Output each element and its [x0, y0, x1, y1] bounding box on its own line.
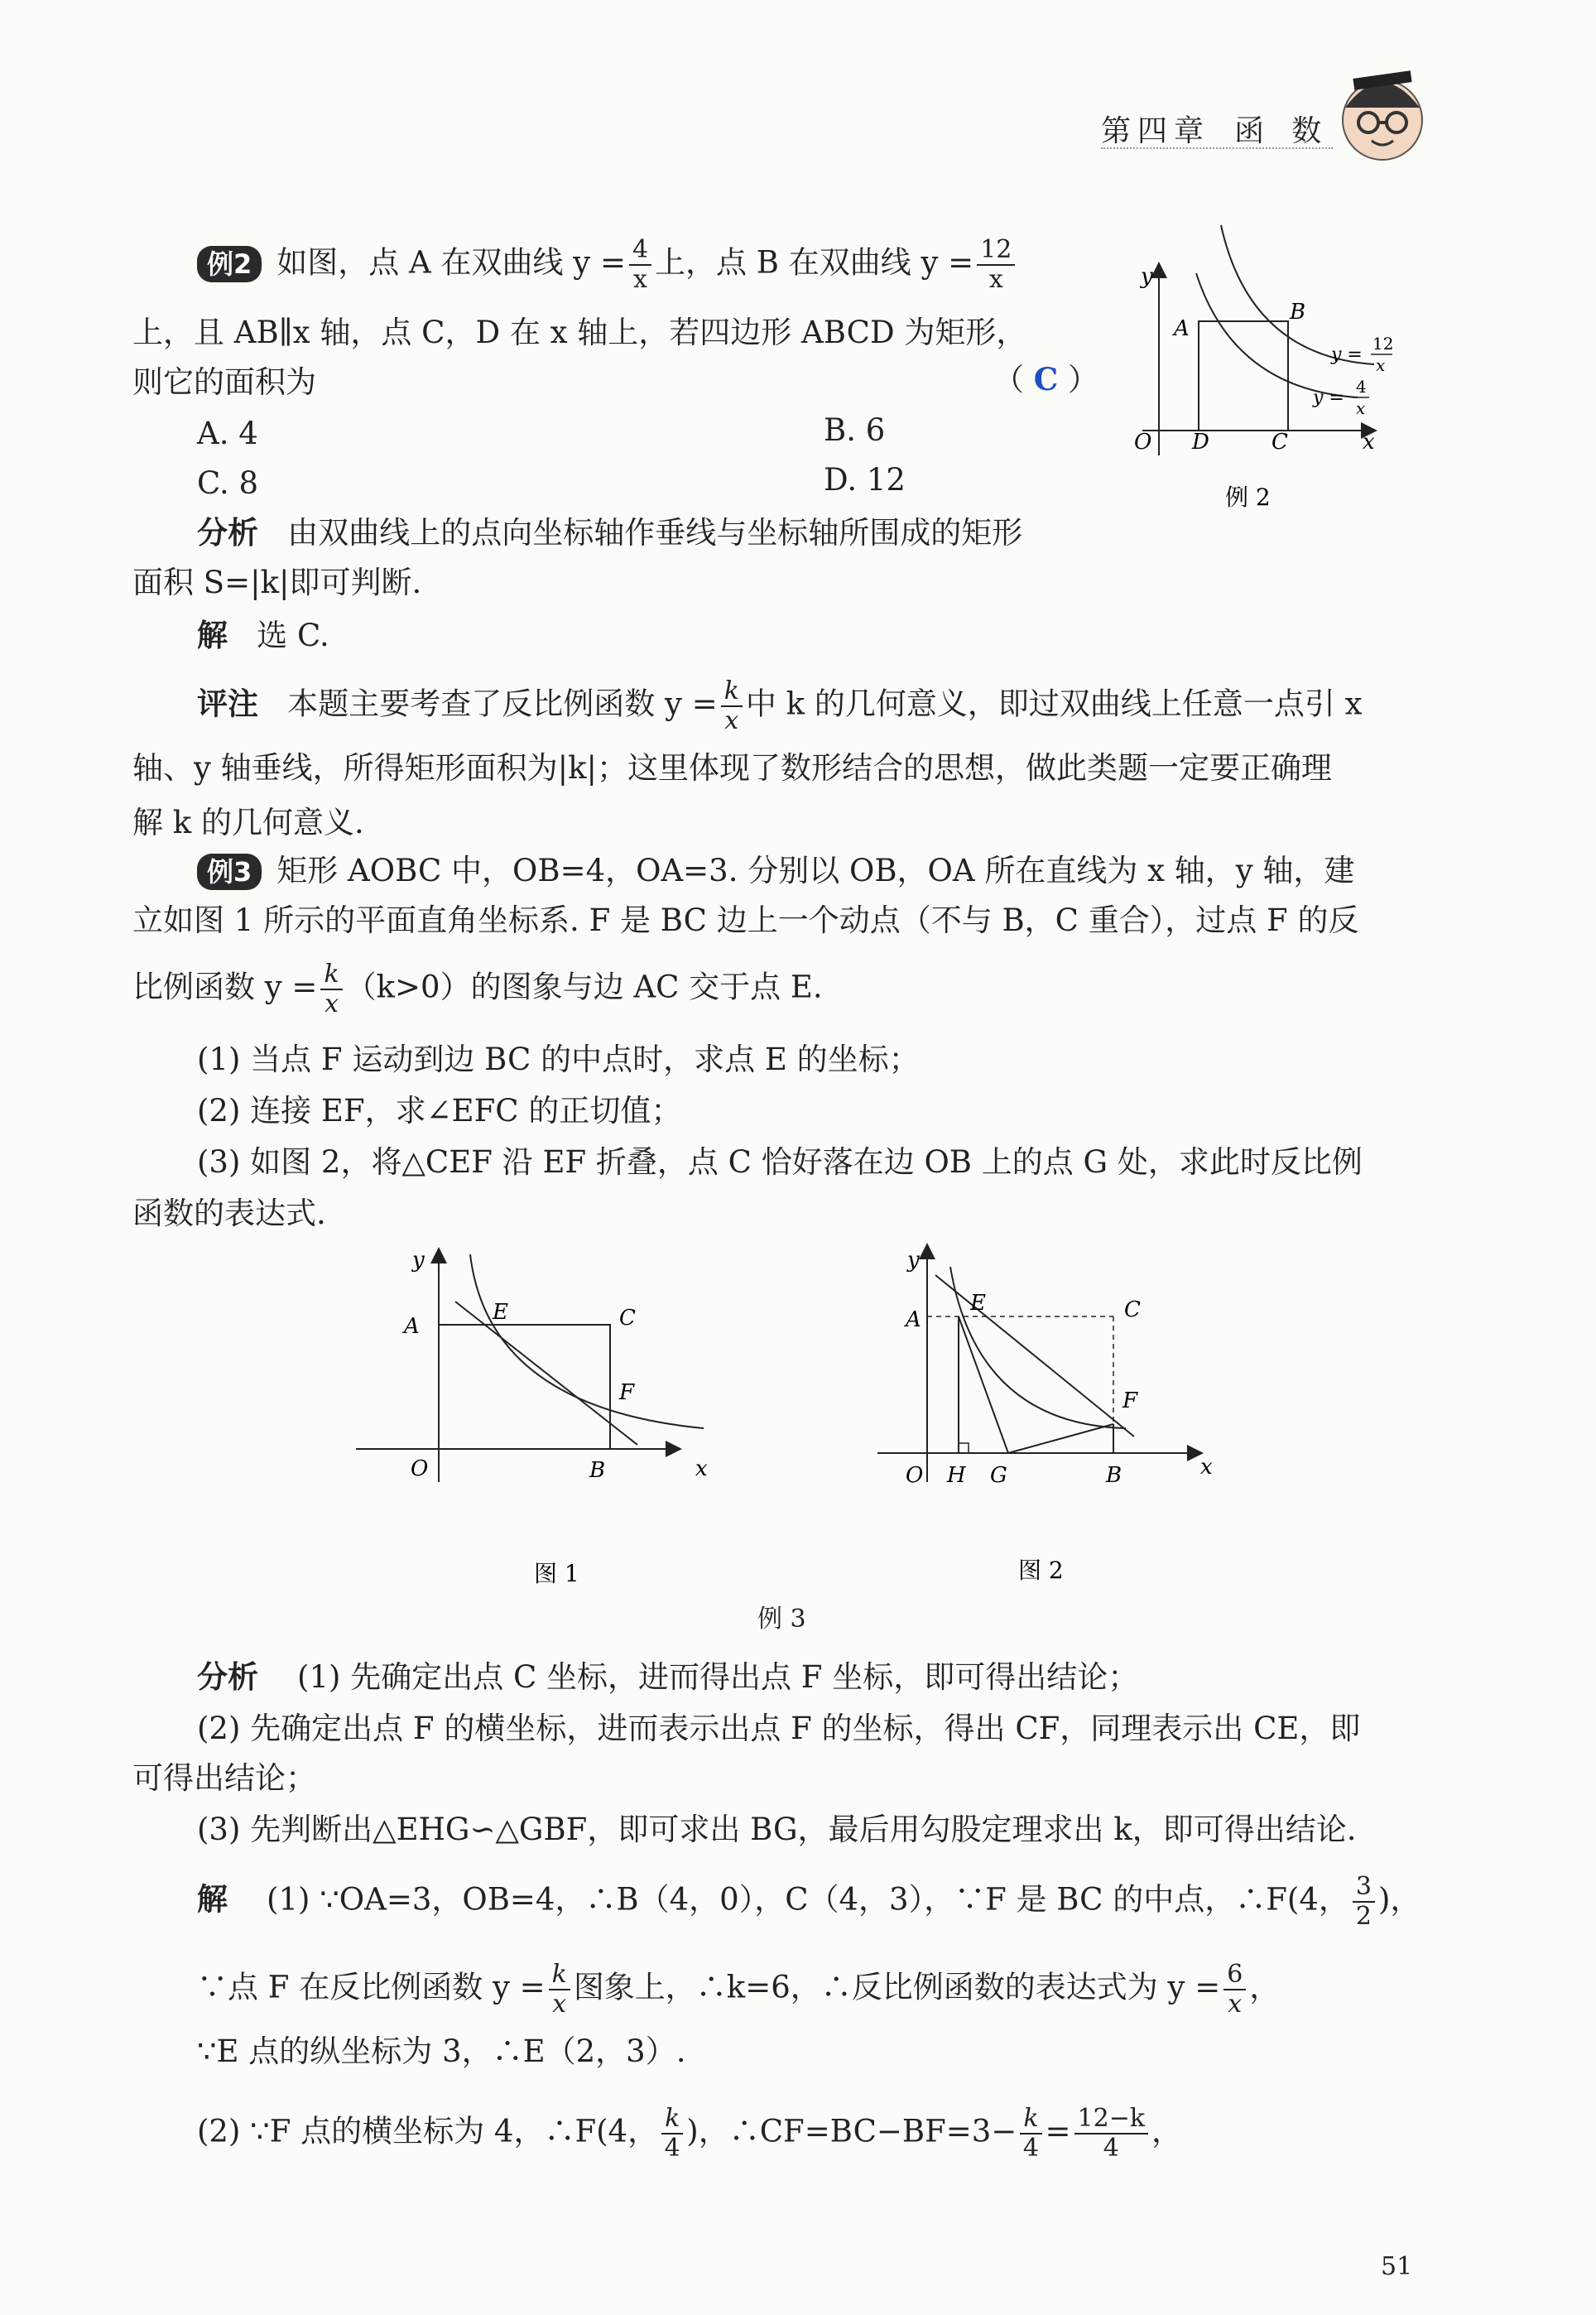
page-number: 51	[1381, 2252, 1413, 2281]
svg-text:F: F	[619, 1380, 635, 1405]
option-a: A. 4	[197, 416, 258, 451]
svg-text:y: y	[412, 1248, 425, 1273]
ex3-analysis-2: (2) 先确定出点 F 的横坐标，进而表示出点 F 的坐标，得出 CF，同理表示出 CE，即	[197, 1711, 1361, 1746]
svg-text:O: O	[411, 1456, 429, 1481]
ex3-tag: 例3	[197, 854, 262, 890]
svg-text:O: O	[906, 1463, 924, 1488]
ex2-answer: （ C ）	[993, 361, 1098, 397]
label-y: y	[1141, 264, 1153, 289]
ex3-question-3a: (3) 如图 2，将△CEF 沿 EF 折叠，点 C 恰好落在边 OB 上的点 G 处，求此时反比例	[197, 1144, 1363, 1180]
ex3-figure-1	[356, 1242, 728, 1606]
svg-text:A: A	[404, 1314, 420, 1339]
svg-text:B: B	[589, 1458, 606, 1483]
ex3-analysis-2b: 可得出结论；	[132, 1760, 316, 1796]
svg-text:A: A	[906, 1307, 921, 1332]
ex3-solution-1: 解 (1) ∵OA=3，OB=4，∴B（4，0），C（4，3），∵F 是 BC 的中点，∴F(4， $\frac{3}{2}$ )，	[197, 1872, 1421, 1931]
option-b: B. 6	[824, 412, 886, 448]
ex2-comment-line3: 解 k 的几何意义.	[132, 805, 364, 840]
ex3-solution-3: ∵E 点的纵坐标为 3，∴E（2，3）.	[197, 2033, 686, 2069]
topic-label-2: 数	[1291, 114, 1329, 148]
svg-text:x: x	[695, 1456, 708, 1481]
label-D: D	[1192, 430, 1209, 455]
ex2-comment-line2: 轴、y 轴垂线，所得矩形面积为|k|；这里体现了数形结合的思想，做此类题一定要正确理	[132, 750, 1333, 786]
label-A: A	[1174, 316, 1190, 341]
ex2-analysis-line2: 面积 S=|k|即可判断.	[132, 565, 422, 600]
ex3-figure-caption: 例 3	[757, 1605, 806, 1634]
figure-2-caption: 图 2	[1018, 1557, 1064, 1584]
label-C: C	[1272, 430, 1288, 455]
ex3-question-3b: 函数的表达式.	[132, 1196, 326, 1231]
svg-text:E: E	[970, 1291, 986, 1316]
option-c: C. 8	[197, 465, 259, 501]
ex3-line3: 比例函数 y = $\frac{k}{x}$ （k>0）的图象与边 AC 交于点 E.	[132, 960, 823, 1018]
line-ef	[935, 1275, 1134, 1437]
label-O: O	[1134, 430, 1152, 455]
line-eg	[959, 1316, 1008, 1453]
svg-text:x: x	[1200, 1455, 1213, 1480]
ex2-figure	[1109, 215, 1407, 522]
ex2-line3: 则它的面积为	[132, 364, 316, 400]
ex2-comment-line1: 评注 本题主要考查了反比例函数 y = $\frac{k}{x}$ 中 k 的几何意义，即过双曲线上任意一点引 x	[197, 676, 1363, 735]
header-divider	[1101, 147, 1333, 149]
ex3-solution-2: ∵点 F 在反比例函数 y = $\frac{k}{x}$ 图象上，∴k=6，∴反比例函数的表达式为 y = $\frac{6}{x}$ ，	[197, 1960, 1281, 2019]
label-B: B	[1290, 300, 1306, 325]
ex3-line1: 例3 矩形 AOBC 中，OB=4，OA=3. 分别以 OB，OA 所在直线为 x 轴，y 轴，建	[197, 846, 1354, 896]
svg-text:y =: y =	[1313, 387, 1344, 408]
figure-caption: 例 2	[1225, 484, 1271, 511]
fraction-12-over-x: $\frac{12}{x}$	[977, 236, 1015, 294]
svg-text:y: y	[907, 1248, 920, 1273]
topic-label-1: 函	[1234, 114, 1272, 148]
svg-text:F: F	[1122, 1389, 1138, 1413]
svg-text:H: H	[947, 1463, 966, 1488]
line-gf	[1008, 1424, 1113, 1453]
answer-choice: C	[1033, 361, 1059, 397]
option-d: D. 12	[824, 462, 906, 498]
svg-text:12: 12	[1372, 334, 1394, 354]
svg-text:E: E	[493, 1300, 508, 1325]
rectangle-aobc	[439, 1325, 610, 1449]
curve-y-12-over-x	[1221, 225, 1374, 364]
svg-text:C: C	[619, 1306, 636, 1331]
mascot-scholar-icon	[1329, 58, 1436, 166]
svg-text:x: x	[1356, 398, 1366, 418]
svg-text:C: C	[1124, 1297, 1141, 1322]
label-x: x	[1363, 430, 1375, 455]
ex2-tag: 例2	[197, 246, 262, 282]
svg-text:B: B	[1106, 1463, 1122, 1488]
fraction-4-over-x: $\frac{4}{x}$	[629, 236, 651, 294]
svg-text:x: x	[1376, 355, 1386, 375]
ex3-question-2: (2) 连接 EF，求∠EFC 的正切值；	[197, 1093, 682, 1129]
curve-y-4-over-x	[1196, 273, 1358, 397]
ex3-line2: 立如图 1 所示的平面直角坐标系. F 是 BC 边上一个动点（不与 B，C 重合），过点 F 的反	[132, 902, 1359, 938]
ex2-line1: 例2 如图，点 A 在双曲线 y = $\frac{4}{x}$ 上，点 B 在双曲线 y = $\frac{12}{x}$	[197, 236, 1018, 294]
svg-text:G: G	[990, 1463, 1007, 1488]
ex2-analysis-line1: 分析 由双曲线上的点向坐标轴作垂线与坐标轴所围成的矩形	[197, 515, 1023, 551]
page-header	[1101, 108, 1328, 150]
ex3-figure-2	[877, 1234, 1242, 1606]
ex3-analysis-3: (3) 先判断出△EHG∽△GBF，即可求出 BG，最后用勾股定理求出 k，即可得出结论.	[197, 1812, 1357, 1847]
ex3-analysis-1: 分析 (1) 先确定出点 C 坐标，进而得出点 F 坐标，即可得出结论；	[197, 1659, 1139, 1695]
figure-1-caption: 图 1	[534, 1560, 579, 1587]
ex3-question-1: (1) 当点 F 运动到边 BC 的中点时，求点 E 的坐标；	[197, 1042, 920, 1077]
ex3-solution-4: (2) ∵F 点的横坐标为 4，∴F(4， $\frac{k}{4}$ )，∴CF=BC−BF=3− $\frac{k}{4}$ = $\frac{12-k}{4}$ ，	[197, 2104, 1183, 2163]
ex2-solution: 解 选 C.	[197, 618, 329, 653]
svg-text:y =: y =	[1331, 344, 1363, 365]
svg-text:4: 4	[1356, 377, 1367, 397]
chapter-label: 第四章	[1101, 114, 1211, 148]
ex2-line2: 上，且 AB∥x 轴，点 C，D 在 x 轴上，若四边形 ABCD 为矩形，	[132, 315, 1027, 350]
